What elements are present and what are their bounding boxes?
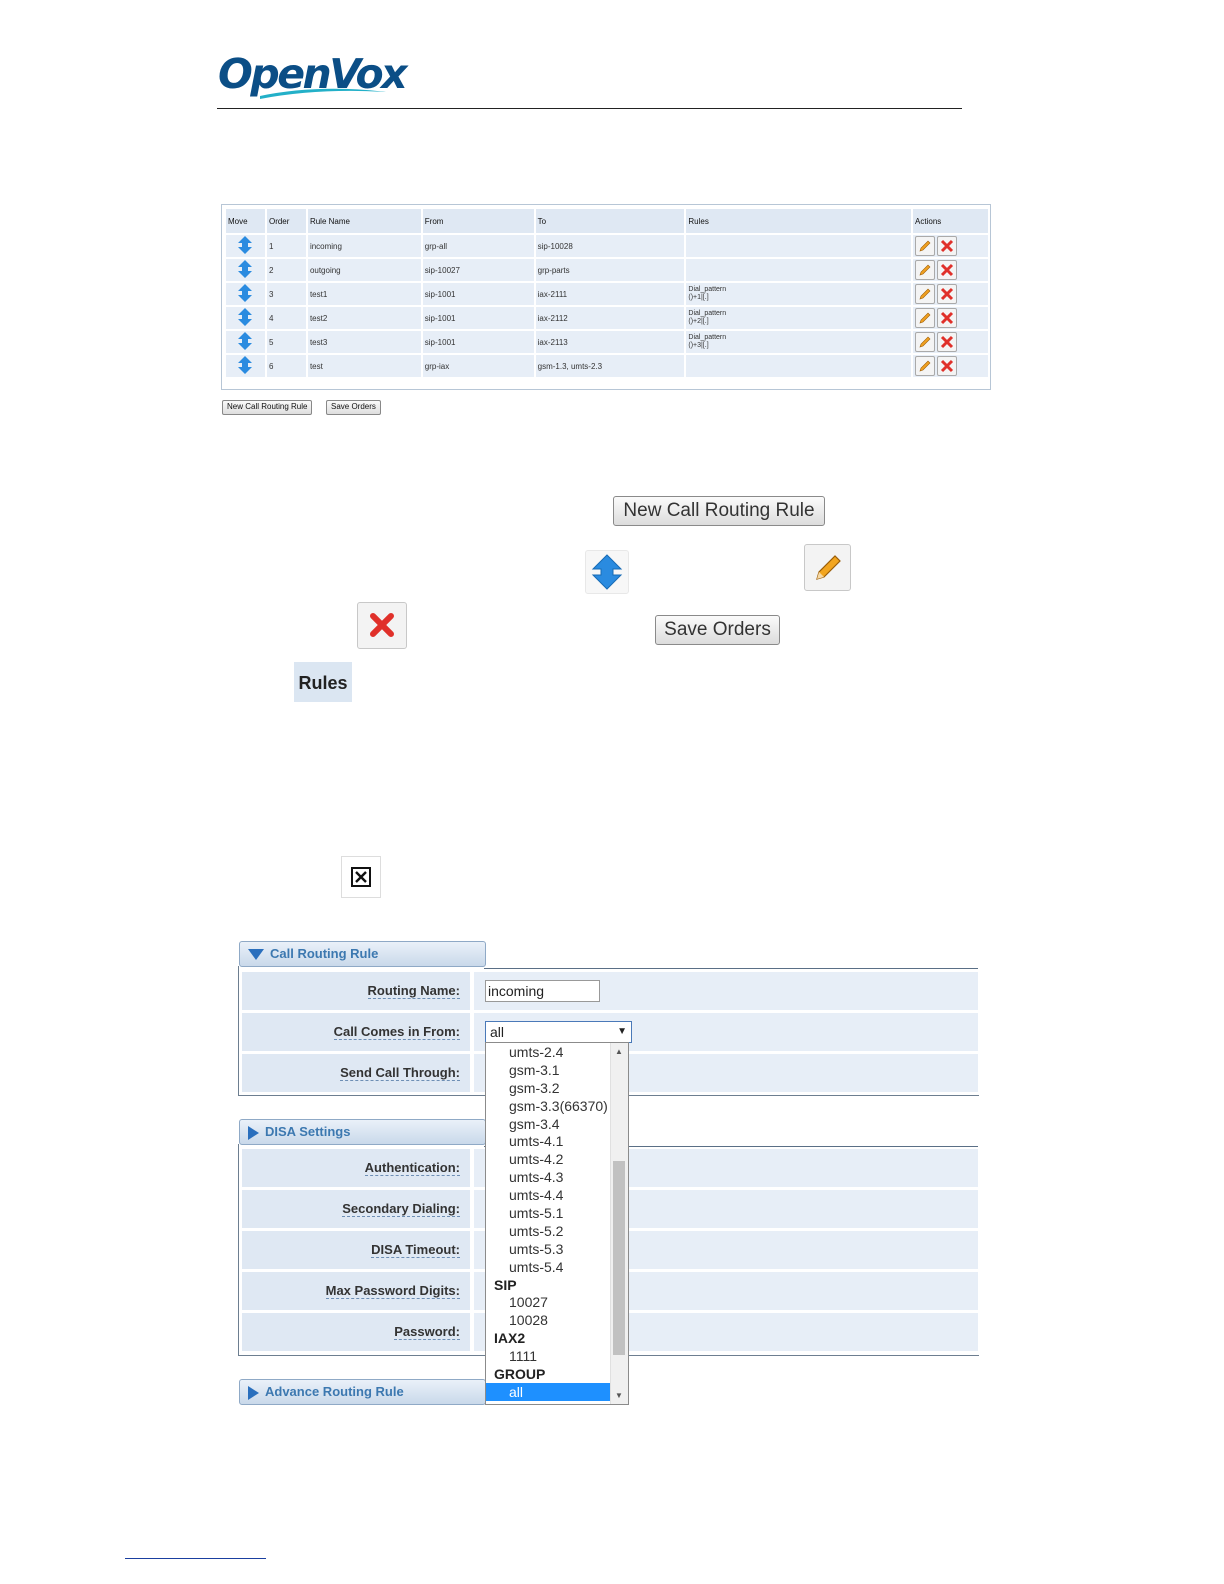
rules-cell — [686, 355, 911, 377]
openvox-logo — [218, 50, 406, 100]
send-call-through-label-cell — [242, 1054, 470, 1092]
from-cell: sip-1001 — [423, 307, 534, 329]
move-updown-icon — [586, 551, 628, 593]
move-updown-icon[interactable] — [238, 308, 252, 326]
logo-swoosh-icon — [258, 86, 388, 100]
rules-cell — [686, 283, 911, 305]
move-updown-icon[interactable] — [238, 356, 252, 374]
rules-header-sample: Rules — [294, 662, 352, 702]
move-updown-icon[interactable] — [238, 284, 252, 302]
table-row — [226, 331, 988, 353]
dropdown-group-label: GROUP — [494, 1366, 546, 1383]
to-cell: iax-2113 — [536, 331, 685, 353]
dropdown-option[interactable]: all — [486, 1383, 610, 1401]
from-cell: sip-1001 — [423, 331, 534, 353]
from-cell: sip-1001 — [423, 283, 534, 305]
routing-name-label: Routing Name: — [367, 983, 460, 998]
move-cell — [226, 235, 265, 257]
rule-name-cell: outgoing — [308, 259, 421, 281]
dropdown-option[interactable]: umts-4.3 — [509, 1169, 564, 1186]
secondary-dialing-label-cell — [242, 1190, 470, 1228]
edit-pencil-icon — [805, 545, 850, 590]
to-cell: iax-2112 — [536, 307, 685, 329]
rules-cell — [686, 235, 911, 257]
save-orders-button-small[interactable]: Save Orders — [326, 400, 381, 415]
dropdown-option[interactable]: umts-5.2 — [509, 1222, 564, 1239]
table-header-row — [226, 209, 988, 233]
dropdown-arrow-icon: ▼ — [617, 1026, 627, 1037]
max-password-digits-label: Max Password Digits: — [325, 1283, 460, 1298]
dropdown-option[interactable]: 10028 — [509, 1312, 548, 1329]
dropdown-option[interactable]: umts-5.3 — [509, 1240, 564, 1257]
call-comes-from-label-cell — [242, 1013, 470, 1051]
move-updown-icon[interactable] — [238, 332, 252, 350]
edit-pencil-icon[interactable] — [915, 236, 935, 256]
order-cell: 5 — [267, 331, 306, 353]
dropdown-option[interactable]: umts-4.4 — [509, 1187, 564, 1204]
section-title: Call Routing Rule — [270, 946, 379, 961]
move-cell — [226, 331, 265, 353]
move-icon-sample[interactable] — [585, 550, 629, 594]
rule-name-cell: incoming — [308, 235, 421, 257]
dropdown-group-label: IAX2 — [494, 1330, 526, 1347]
routing-rows — [226, 235, 988, 377]
advance-routing-rule-section-header[interactable] — [239, 1379, 486, 1405]
scrollbar-thumb[interactable] — [613, 1161, 625, 1355]
authentication-label: Authentication: — [364, 1160, 460, 1175]
call-routing-rule-section-header[interactable] — [239, 941, 486, 967]
delete-x-icon[interactable] — [937, 236, 957, 256]
dropdown-scrollbar[interactable] — [610, 1043, 628, 1404]
send-call-through-label: Send Call Through: — [340, 1065, 460, 1080]
table-row — [226, 235, 988, 257]
routing-name-input[interactable]: incoming — [485, 980, 600, 1002]
dropdown-option[interactable]: 10027 — [509, 1294, 548, 1311]
collapsed-triangle-icon — [248, 1126, 259, 1140]
dropdown-option[interactable]: gsm-3.3(66370) — [509, 1097, 608, 1114]
rule-name-cell: test — [308, 355, 421, 377]
order-cell: 2 — [267, 259, 306, 281]
rules-line-1: Dial_pattern — [688, 334, 727, 341]
table-row — [226, 259, 988, 281]
rules-cell — [686, 331, 911, 353]
delete-icon-sample[interactable] — [357, 602, 407, 649]
delete-x-icon[interactable] — [937, 260, 957, 280]
dropdown-group-label: SIP — [494, 1276, 517, 1293]
move-cell — [226, 259, 265, 281]
actions-cell — [913, 307, 988, 329]
call-comes-from-dropdown-list[interactable] — [485, 1042, 629, 1405]
footer-link-underline — [125, 1558, 266, 1559]
scroll-up-arrow-icon[interactable]: ▲ — [615, 1047, 623, 1056]
routing-rules-table — [224, 207, 990, 379]
move-cell — [226, 283, 265, 305]
password-label-cell — [242, 1313, 470, 1351]
close-box-icon — [342, 857, 380, 897]
col-rules: Rules — [686, 209, 911, 233]
rules-line-1: Dial_pattern — [688, 286, 727, 293]
col-order: Order — [267, 209, 306, 233]
table-row — [226, 283, 988, 305]
to-cell: grp-parts — [536, 259, 685, 281]
dropdown-option[interactable]: gsm-3.4 — [509, 1115, 560, 1132]
rules-line-2: ()+1|[.] — [688, 294, 709, 301]
header-divider — [217, 108, 962, 109]
edit-pencil-icon[interactable] — [915, 356, 935, 376]
move-updown-icon[interactable] — [238, 260, 252, 278]
edit-icon-sample[interactable] — [804, 544, 851, 591]
table-row — [226, 307, 988, 329]
edit-pencil-icon[interactable] — [915, 308, 935, 328]
rule-name-cell: test3 — [308, 331, 421, 353]
rule-name-cell: test1 — [308, 283, 421, 305]
to-cell: iax-2111 — [536, 283, 685, 305]
selected-value: all — [490, 1024, 505, 1040]
collapsed-triangle-icon — [248, 1386, 259, 1400]
disa-timeout-label: DISA Timeout: — [371, 1242, 460, 1257]
delete-x-icon — [358, 603, 406, 648]
routing-name-label-cell — [242, 972, 470, 1010]
order-cell: 3 — [267, 283, 306, 305]
order-cell: 6 — [267, 355, 306, 377]
rules-line-2: ()+3|[.] — [688, 342, 709, 349]
scroll-down-arrow-icon[interactable]: ▼ — [615, 1391, 623, 1400]
col-rule-name: Rule Name — [308, 209, 421, 233]
dropdown-option[interactable]: gsm-3.2 — [509, 1079, 560, 1096]
dropdown-option[interactable]: umts-4.2 — [509, 1151, 564, 1168]
new-call-routing-rule-button-small[interactable]: New Call Routing Rule — [222, 400, 312, 415]
actions-cell — [913, 259, 988, 281]
delete-x-icon[interactable] — [937, 284, 957, 304]
to-cell: sip-10028 — [536, 235, 685, 257]
edit-pencil-icon[interactable] — [915, 332, 935, 352]
rules-cell — [686, 259, 911, 281]
to-cell: gsm-1.3, umts-2.3 — [536, 355, 685, 377]
edit-pencil-icon[interactable] — [915, 260, 935, 280]
save-orders-button[interactable]: Save Orders — [655, 615, 780, 645]
routing-name-row — [242, 972, 978, 1010]
secondary-dialing-label: Secondary Dialing: — [342, 1201, 460, 1216]
move-updown-icon[interactable] — [238, 236, 252, 254]
dropdown-option[interactable]: umts-5.1 — [509, 1205, 564, 1222]
disa-settings-section-header[interactable] — [239, 1119, 486, 1145]
dropdown-option[interactable]: 1111 — [509, 1348, 538, 1365]
disa-timeout-label-cell — [242, 1231, 470, 1269]
dropdown-option[interactable]: umts-5.4 — [509, 1258, 564, 1275]
order-cell: 4 — [267, 307, 306, 329]
section-title: DISA Settings — [265, 1124, 351, 1139]
actions-cell — [913, 235, 988, 257]
move-cell — [226, 355, 265, 377]
close-box-icon-frame[interactable] — [341, 856, 381, 898]
new-call-routing-rule-button[interactable]: New Call Routing Rule — [613, 496, 825, 526]
from-cell: sip-10027 — [423, 259, 534, 281]
section-title: Advance Routing Rule — [265, 1384, 404, 1399]
move-cell — [226, 307, 265, 329]
password-label: Password: — [394, 1324, 460, 1339]
delete-x-icon[interactable] — [937, 332, 957, 352]
rules-line-2: ()+2|[.] — [688, 318, 709, 325]
col-to: To — [536, 209, 685, 233]
from-cell: grp-all — [423, 235, 534, 257]
dropdown-option[interactable]: umts-2.4 — [509, 1044, 564, 1060]
dropdown-option[interactable]: gsm-3.1 — [509, 1061, 560, 1078]
logo-text: OpenVox — [218, 50, 406, 98]
col-from: From — [423, 209, 534, 233]
dropdown-option[interactable]: umts-4.1 — [509, 1133, 564, 1150]
rules-line-1: Dial_pattern — [688, 310, 727, 317]
dropdown-options — [486, 1043, 610, 1401]
max-password-digits-label-cell — [242, 1272, 470, 1310]
order-cell: 1 — [267, 235, 306, 257]
authentication-label-cell — [242, 1149, 470, 1187]
actions-cell — [913, 331, 988, 353]
routing-rules-table-panel — [221, 204, 991, 390]
actions-cell — [913, 283, 988, 305]
call-comes-from-select[interactable] — [485, 1021, 632, 1043]
expanded-triangle-icon — [248, 949, 264, 960]
edit-pencil-icon[interactable] — [915, 284, 935, 304]
from-cell: grp-iax — [423, 355, 534, 377]
rules-cell — [686, 307, 911, 329]
actions-cell — [913, 355, 988, 377]
rule-name-cell: test2 — [308, 307, 421, 329]
delete-x-icon[interactable] — [937, 356, 957, 376]
delete-x-icon[interactable] — [937, 308, 957, 328]
col-actions: Actions — [913, 209, 988, 233]
table-row — [226, 355, 988, 377]
call-comes-from-label: Call Comes in From: — [333, 1024, 460, 1039]
col-move: Move — [226, 209, 265, 233]
